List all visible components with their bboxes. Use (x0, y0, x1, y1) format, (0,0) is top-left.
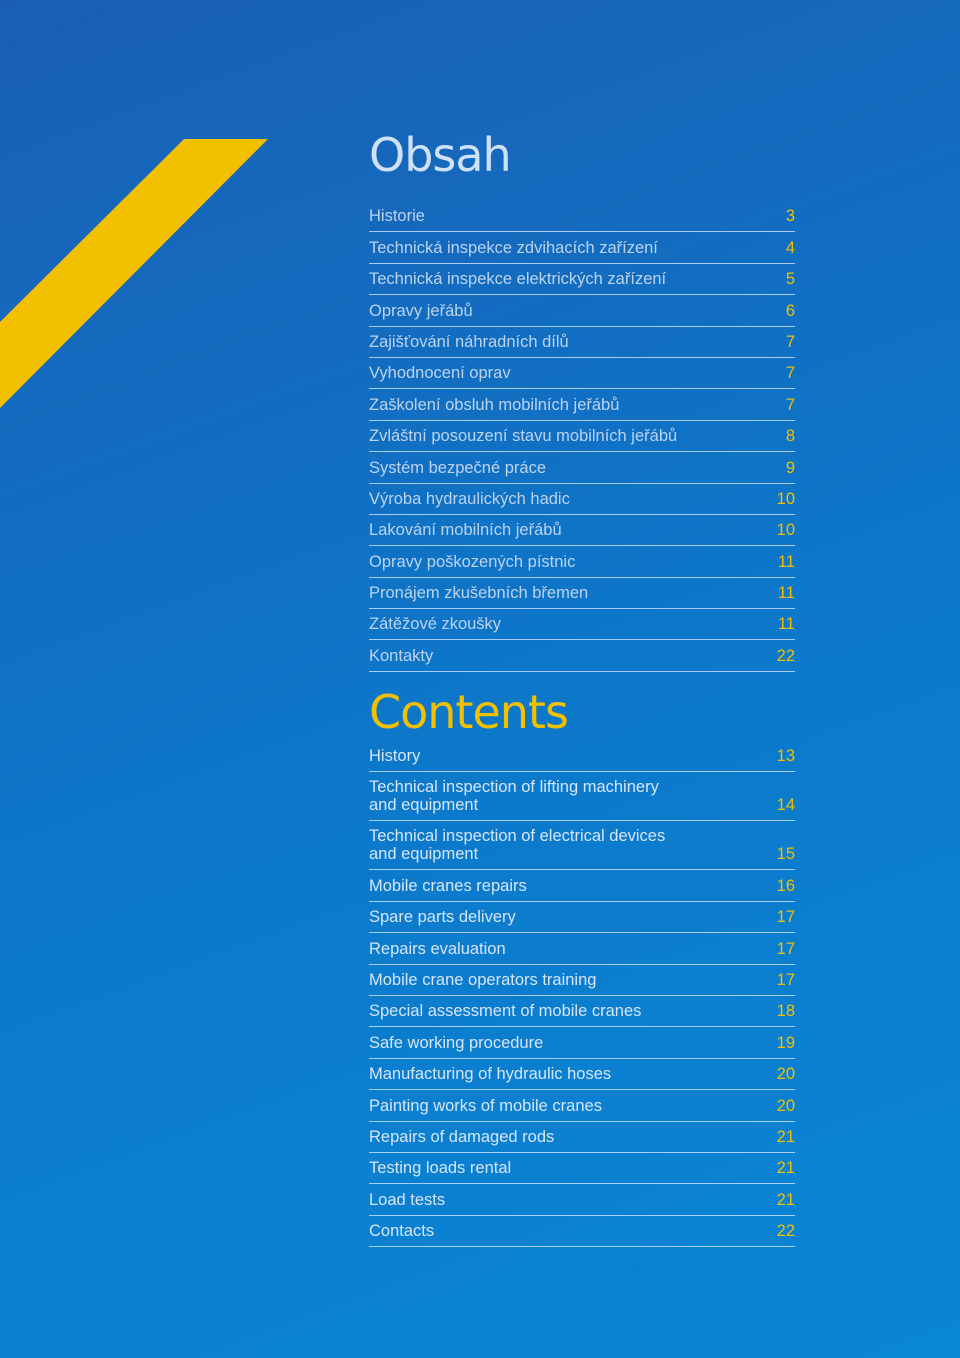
toc-entry-page: 8 (785, 427, 795, 446)
toc-entry[interactable] (369, 578, 795, 609)
toc-entry-label: Vyhodnocení oprav (369, 364, 511, 383)
toc-entry-page: 11 (777, 615, 795, 634)
toc-list-en (369, 741, 795, 1247)
toc-entry-label: Systém bezpečné práce (369, 458, 547, 477)
toc-entry[interactable] (369, 452, 795, 483)
toc-entry[interactable] (369, 640, 795, 671)
toc-entry-page: 15 (776, 845, 795, 864)
toc-entry-page: 22 (776, 1222, 795, 1241)
toc-entry-label: Pronájem zkušebních břemen (369, 584, 589, 603)
toc-entry-page: 10 (776, 489, 795, 508)
toc-entry[interactable] (369, 1027, 795, 1058)
toc-entry[interactable] (369, 201, 795, 232)
toc-entry-page: 22 (776, 646, 795, 665)
toc-entry-page: 20 (776, 1065, 795, 1084)
toc-entry-page: 3 (785, 207, 795, 226)
toc-entry-page: 7 (785, 395, 795, 414)
toc-entry-label: Safe working procedure (369, 1033, 544, 1052)
toc-entry-page: 20 (776, 1096, 795, 1115)
toc-entry-page: 16 (776, 876, 795, 895)
toc-entry-label: Zátěžové zkoušky (369, 615, 502, 634)
toc-entry[interactable] (369, 870, 795, 901)
toc-entry-page: 6 (785, 301, 795, 320)
toc-entry-page: 19 (776, 1033, 795, 1052)
toc-entry[interactable] (369, 421, 795, 452)
toc-entry-page: 17 (776, 908, 795, 927)
toc-list-cz (369, 201, 795, 672)
toc-entry-page: 17 (776, 970, 795, 989)
toc-entry[interactable] (369, 996, 795, 1027)
toc-entry-label: Spare parts delivery (369, 908, 516, 927)
toc-entry-page: 14 (776, 796, 795, 815)
toc-entry[interactable] (369, 933, 795, 964)
toc-entry[interactable] (369, 741, 795, 772)
toc-entry-label: Mobile cranes repairs (369, 876, 527, 895)
toc-entry[interactable] (369, 327, 795, 358)
toc-entry-label: Opravy poškozených pístnic (369, 552, 576, 571)
toc-entry[interactable] (369, 1059, 795, 1090)
toc-entry-page: 7 (785, 364, 795, 383)
toc-entry-page: 7 (785, 332, 795, 351)
toc-entry-page: 21 (776, 1190, 795, 1209)
toc-entry[interactable] (369, 821, 795, 870)
toc-entry-label: Contacts (369, 1222, 435, 1241)
toc-entry-label: Výroba hydraulických hadic (369, 489, 570, 508)
toc-entry-page: 11 (777, 584, 795, 603)
toc-entry[interactable] (369, 484, 795, 515)
toc-entry[interactable] (369, 1216, 795, 1247)
toc-entry[interactable] (369, 772, 795, 821)
toc-entry[interactable] (369, 1122, 795, 1153)
toc-entry-page: 21 (776, 1127, 795, 1146)
toc-title-cz: Obsah (369, 128, 511, 182)
toc-entry-label: Testing loads rental (369, 1159, 512, 1178)
toc-entry-label: Kontakty (369, 646, 434, 665)
toc-entry-page: 17 (776, 939, 795, 958)
toc-entry-page: 9 (785, 458, 795, 477)
toc-entry-label: Special assessment of mobile cranes (369, 1002, 642, 1021)
toc-entry-page: 21 (776, 1159, 795, 1178)
toc-entry-label: Technická inspekce elektrických zařízení (369, 270, 667, 289)
toc-entry-page: 5 (785, 270, 795, 289)
toc-entry-label: History (369, 747, 421, 766)
toc-entry-label: Repairs evaluation (369, 939, 506, 958)
toc-entry[interactable] (369, 358, 795, 389)
toc-entry[interactable] (369, 546, 795, 577)
toc-entry[interactable] (369, 965, 795, 996)
toc-entry-label: Zajišťování náhradních dílů (369, 332, 569, 351)
toc-entry-page: 11 (777, 552, 795, 571)
toc-entry[interactable] (369, 232, 795, 263)
toc-entry-label: Load tests (369, 1190, 446, 1209)
toc-entry-page: 18 (776, 1002, 795, 1021)
toc-entry[interactable] (369, 264, 795, 295)
toc-entry[interactable] (369, 389, 795, 420)
toc-entry-page: 4 (785, 238, 795, 257)
toc-entry[interactable] (369, 295, 795, 326)
toc-entry-page: 10 (776, 521, 795, 540)
toc-entry[interactable] (369, 1184, 795, 1215)
toc-entry-label: Zaškolení obsluh mobilních jeřábů (369, 395, 620, 414)
toc-entry[interactable] (369, 515, 795, 546)
toc-entry-label: Technická inspekce zdvihacích zařízení (369, 238, 658, 257)
toc-entry-label: Mobile crane operators training (369, 970, 597, 989)
toc-title-en: Contents (369, 685, 568, 739)
toc-entry-label: Repairs of damaged rods (369, 1127, 555, 1146)
toc-entry-label: Opravy jeřábů (369, 301, 473, 320)
toc-entry[interactable] (369, 1090, 795, 1121)
toc-entry-label: Painting works of mobile cranes (369, 1096, 602, 1115)
toc-entry-label: Lakování mobilních jeřábů (369, 521, 562, 540)
toc-entry-label: Technical inspection of electrical devices and equipment (369, 827, 666, 864)
toc-entry-label: Technical inspection of lifting machinery and equipment (369, 778, 659, 815)
toc-entry[interactable] (369, 1153, 795, 1184)
toc-entry[interactable] (369, 609, 795, 640)
toc-entry-page: 13 (776, 747, 795, 766)
toc-entry-label: Historie (369, 207, 425, 226)
toc-entry[interactable] (369, 902, 795, 933)
toc-entry-label: Zvláštní posouzení stavu mobilních jeřábů (369, 427, 678, 446)
toc-entry-label: Manufacturing of hydraulic hoses (369, 1065, 612, 1084)
